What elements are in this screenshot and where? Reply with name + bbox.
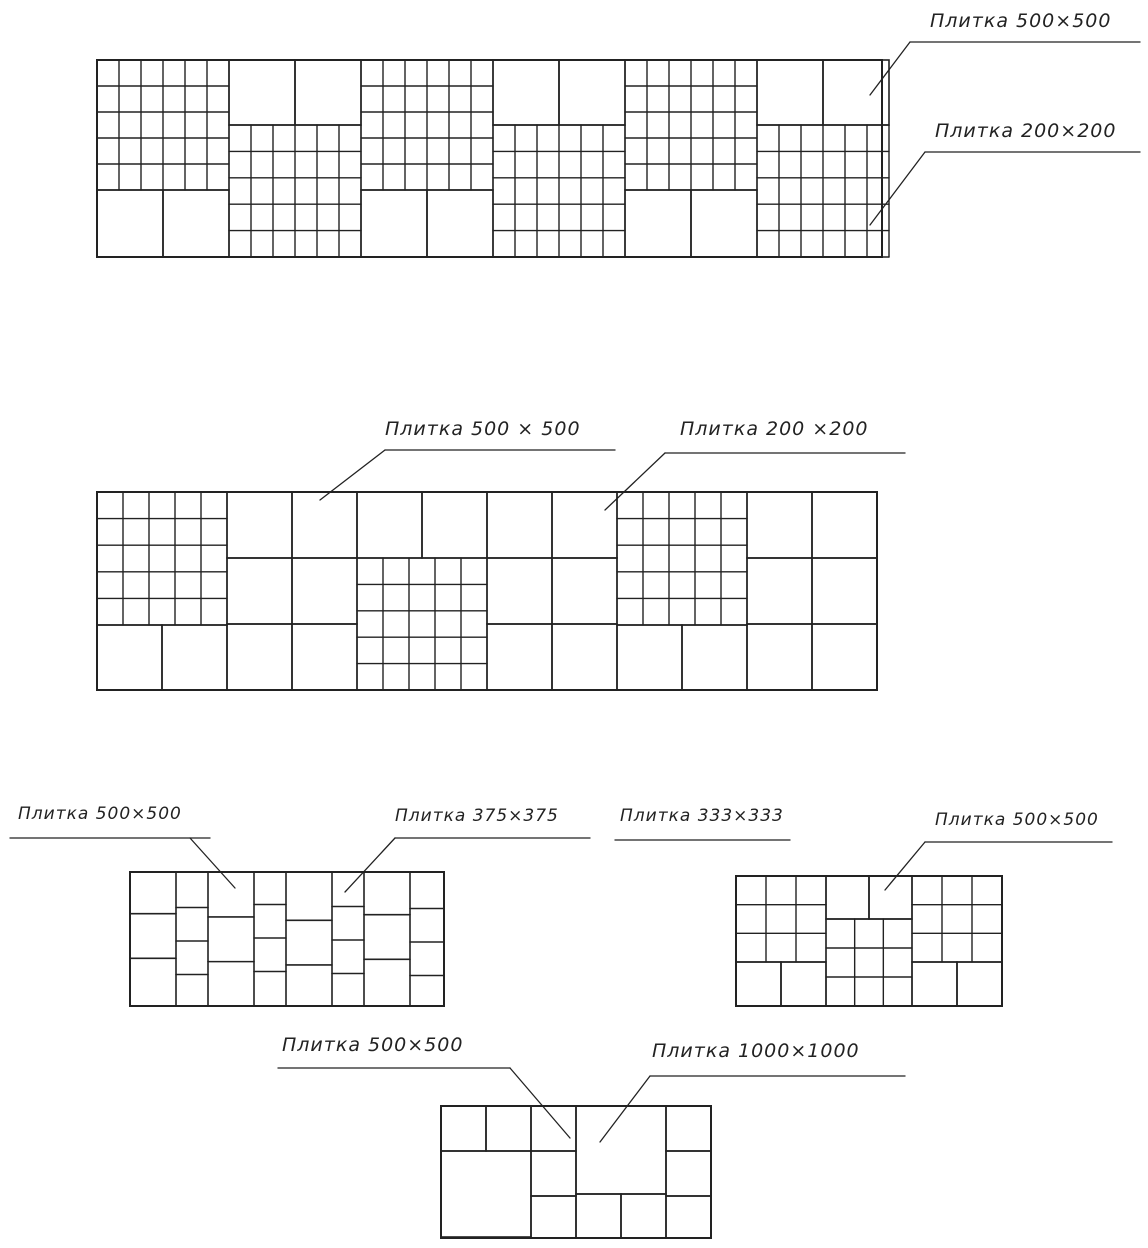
leader-line [870, 152, 925, 225]
large-tile [493, 60, 559, 125]
large-tile [747, 624, 812, 690]
large-tile-block [97, 190, 229, 257]
large-tile-block [617, 625, 747, 690]
large-tile [227, 624, 292, 690]
large-tile [292, 558, 357, 624]
large-tile [227, 558, 292, 624]
pattern-3 [130, 872, 444, 1006]
large-tile-block [357, 492, 487, 558]
large-tile-block [97, 625, 227, 690]
small-tile-block [736, 876, 826, 962]
small-tile-block [97, 492, 227, 625]
tile-500 [441, 1106, 486, 1151]
large-tile [441, 1106, 486, 1151]
large-tile [162, 625, 227, 690]
large-tile [912, 962, 957, 1006]
tile-500 [576, 1194, 621, 1238]
large-tile [487, 492, 552, 558]
large-tile [957, 962, 1002, 1006]
large-tile [552, 492, 617, 558]
large-tile [427, 190, 493, 257]
large-tile [559, 60, 625, 125]
large-tile-block [826, 876, 912, 919]
large-tile [747, 492, 812, 558]
pattern-1 [97, 60, 889, 257]
large-tile-block [912, 962, 1002, 1006]
small-tile-block [757, 125, 889, 257]
large-tile [826, 876, 869, 919]
large-tile [531, 1196, 576, 1238]
small-tile-block [229, 125, 361, 257]
large-tile-block [361, 190, 493, 257]
small-tile-block [625, 60, 757, 190]
large-tile [357, 492, 422, 558]
large-tile [531, 1151, 576, 1196]
small-tile-block [493, 125, 625, 257]
small-tile-block [361, 60, 493, 190]
pattern-2 [97, 492, 877, 690]
leader-line [605, 453, 665, 510]
leader-line [510, 1068, 570, 1138]
large-tile [576, 1194, 621, 1238]
large-tile [691, 190, 757, 257]
label-p4-tile-500: Плитка 500×500 [935, 810, 1099, 830]
tile-500 [621, 1194, 666, 1238]
large-tile-block [227, 492, 357, 690]
large-tile [812, 492, 877, 558]
large-tile [552, 558, 617, 624]
large-tile [781, 962, 826, 1006]
tile-500 [666, 1196, 711, 1238]
large-tile-block [757, 60, 889, 125]
large-tile [487, 624, 552, 690]
label-p2-tile-500: Плитка 500 × 500 [385, 418, 581, 440]
large-tile [229, 60, 295, 125]
large-tile [812, 624, 877, 690]
large-tile [361, 190, 427, 257]
large-tile-block [625, 190, 757, 257]
large-tile-block [747, 492, 877, 690]
large-tile-block [487, 492, 617, 690]
small-tile-block [357, 558, 487, 690]
large-tile [736, 962, 781, 1006]
tile-500 [531, 1106, 576, 1151]
leader-line [600, 1076, 650, 1142]
large-tile [163, 190, 229, 257]
leader-lines [10, 42, 1140, 1142]
large-tile [666, 1106, 711, 1151]
label-p2-tile-200: Плитка 200 ×200 [680, 418, 869, 440]
small-tile-block [912, 876, 1002, 962]
large-tile [625, 190, 691, 257]
label-p1-tile-200: Плитка 200×200 [935, 120, 1117, 142]
pattern-5 [441, 1106, 711, 1238]
small-tile-block [826, 919, 912, 1006]
pattern-4 [736, 876, 1002, 1006]
large-tile [295, 60, 361, 125]
large-tile [97, 625, 162, 690]
label-p4-tile-333: Плитка 333×333 [620, 806, 784, 826]
large-tile [292, 492, 357, 558]
large-tile [682, 625, 747, 690]
large-tile [292, 624, 357, 690]
tile-500 [486, 1106, 531, 1151]
leader-line [870, 42, 910, 95]
label-p3-tile-500: Плитка 500×500 [18, 804, 182, 824]
large-tile [97, 190, 163, 257]
large-tile-block [493, 60, 625, 125]
pattern-outline [130, 872, 444, 1006]
pattern-outline [97, 60, 882, 257]
large-tile [617, 625, 682, 690]
tile-500 [666, 1106, 711, 1151]
large-tile [531, 1106, 576, 1151]
large-tile [757, 60, 823, 125]
large-tile [486, 1106, 531, 1151]
large-tile [666, 1196, 711, 1238]
tile-500 [666, 1151, 711, 1196]
tile-1000 [576, 1106, 666, 1194]
large-tile [747, 558, 812, 624]
small-tile-block [617, 492, 747, 625]
label-p3-tile-375: Плитка 375×375 [395, 806, 559, 826]
label-p1-tile-500: Плитка 500×500 [930, 10, 1112, 32]
large-tile-block [736, 962, 826, 1006]
leader-line [190, 838, 235, 888]
large-tile [487, 558, 552, 624]
large-tile [552, 624, 617, 690]
large-tile [422, 492, 487, 558]
tile-500 [531, 1196, 576, 1238]
leader-line [885, 842, 925, 890]
large-tile [227, 492, 292, 558]
small-tile-block [97, 60, 229, 190]
large-tile [812, 558, 877, 624]
leader-line [345, 838, 395, 892]
tile-1000 [441, 1151, 531, 1237]
large-tile [666, 1151, 711, 1196]
label-p5-tile-1000: Плитка 1000×1000 [652, 1040, 860, 1062]
label-p5-tile-500: Плитка 500×500 [282, 1034, 464, 1056]
large-tile [621, 1194, 666, 1238]
large-tile-block [229, 60, 361, 125]
large-tile [823, 60, 889, 125]
tile-500 [531, 1151, 576, 1196]
